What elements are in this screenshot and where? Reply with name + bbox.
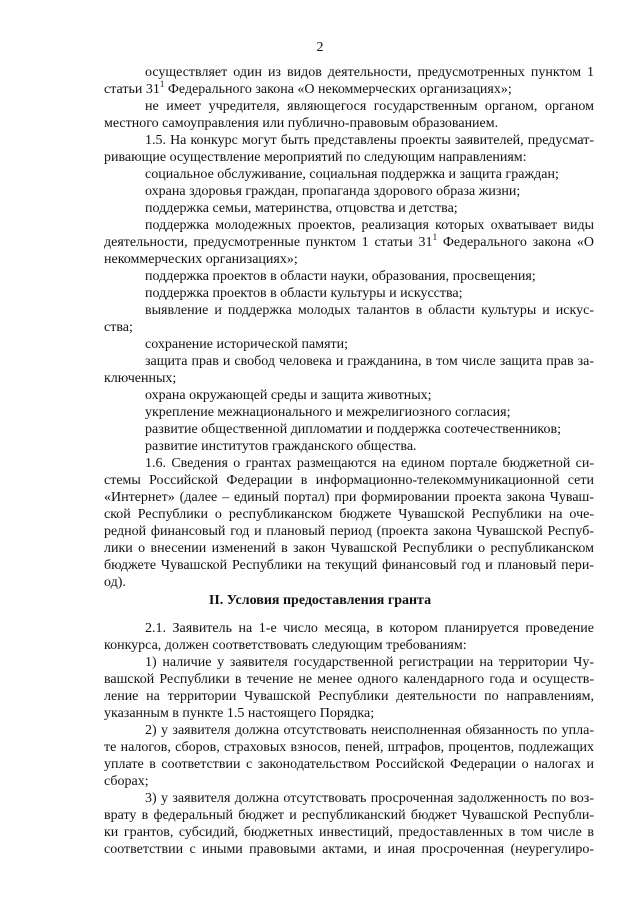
text-line: 1) наличие у заявителя государственной регистрации на территории Чу- [145,655,594,670]
text-line: од). [104,575,126,590]
text-line: ства; [104,320,133,335]
text-line: развитие институтов гражданского общества. [145,439,417,454]
page-number: 2 [316,40,324,55]
text-line: врату в федеральный бюджет и республиканский бюджет Чувашской Республи- [104,808,594,823]
text-line: некоммерческих организациях»; [104,252,298,267]
text-line: вашской Республики в течение не менее одного календарного года и осуществ- [104,672,594,687]
text-line: охрана здоровья граждан, пропаганда здорового образа жизни; [145,184,521,199]
text-line: выявление и поддержка молодых талантов в области культуры и искус- [145,303,594,318]
text-line: уплате в соответствии с законодательством Российской Федерации о налогах и [104,757,594,772]
text-line: 2.1. Заявитель на 1-е число месяца, в котором планируется проведение [145,621,594,636]
text-line: ление на территории Чувашской Республики деятельности по направлениям, [104,689,594,704]
text-line: стемы Российской Федерации в информационно-телекоммуникационной сети [104,473,594,488]
section-heading: II. Условия предоставления гранта [208,593,432,608]
text-line: статьи $31^1$ Федерального закона «О некоммерческих организациях»; [104,79,512,97]
text-line: деятельности, предусмотренные пунктом 1 статьи $31^1$ Федерального закона «О [104,232,595,250]
text-line: «Интернет» (далее – единый портал) при формировании проекта закона Чуваш- [104,490,594,505]
text-line: сборах; [104,774,149,789]
text-line: не имеет учредителя, являющегося государственным органом, органом [145,99,594,114]
text-line: лики о внесении изменений в закон Чувашской Республики о республиканском [104,541,594,556]
text-line: 1.6. Сведения о грантах размещаются на едином портале бюджетной си- [145,456,594,471]
text-line: ки грантов, субсидий, бюджетных инвестиций, предоставленных в том числе в [104,825,594,840]
text-line: соответствии с иными правовыми актами, и иная просроченная (неурегулиро- [104,842,594,857]
text-line: поддержка проектов в области науки, образования, просвещения; [145,269,536,284]
text-line: ской Республики о республиканском бюджете Чувашской Республики на оче- [104,507,594,522]
text-line: те налогов, сборов, страховых взносов, пеней, штрафов, процентов, подлежащих [104,740,594,755]
text-line: поддержка молодежных проектов, реализация которых охватывает виды [145,218,594,233]
text-line: ключенных; [104,371,177,386]
text-line: социальное обслуживание, социальная поддержка и защита граждан; [145,167,559,182]
text-line: защита прав и свобод человека и гражданина, в том числе защита прав за- [145,354,594,369]
text-line: 3) у заявителя должна отсутствовать просроченная задолженность по воз- [145,791,594,806]
text-line: конкурса, должен соответствовать следующим требованиям: [104,638,467,653]
text-line: охрана окружающей среды и защита животных; [145,388,432,403]
text-line: поддержка семьи, материнства, отцовства и детства; [145,201,458,216]
text-line: 1.5. На конкурс могут быть представлены проекты заявителей, предусмат- [145,133,594,148]
text-line: местного самоуправления или публично-правовым образованием. [104,116,499,131]
text-line: сохранение исторической памяти; [145,337,349,352]
text-line: указанным в пункте 1.5 настоящего Порядка; [104,706,375,721]
text-line: 2) у заявителя должна отсутствовать неисполненная обязанность по упла- [145,723,594,738]
text-line: поддержка проектов в области культуры и искусства; [145,286,463,301]
text-line: укрепление межнационального и межрелигиозного согласия; [145,405,511,420]
text-line: бюджете Чувашской Республики на текущий финансовый год и плановый пери- [104,558,594,573]
text-line: развитие общественной дипломатии и поддержка соотечественников; [145,422,562,437]
text-line: редной финансовый год и плановый период (проекта закона Чувашской Респуб- [104,524,594,539]
text-line: осуществляет один из видов деятельности, предусмотренных пунктом 1 [145,65,594,80]
text-line: ривающие осуществление мероприятий по следующим направлениям: [104,150,527,165]
